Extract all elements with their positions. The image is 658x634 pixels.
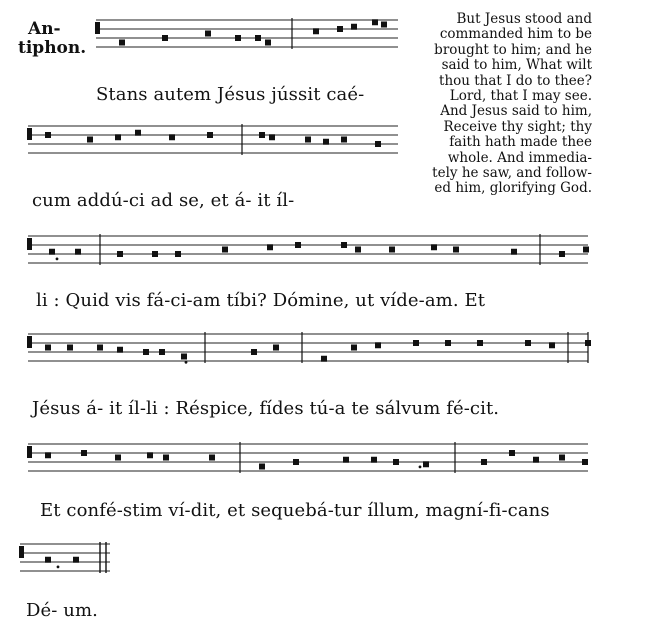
neume-note — [355, 247, 361, 253]
clef-icon — [19, 546, 24, 558]
neume-note — [549, 342, 555, 348]
neume-note — [209, 455, 215, 461]
neume-note — [45, 452, 51, 458]
neume-note — [269, 134, 275, 140]
neume-note — [181, 354, 187, 360]
lyric-line-3: li : Quid vis fá-ci-am tíbi? Dómine, ut víde-am. Et — [36, 290, 486, 311]
neume-note — [222, 247, 228, 253]
neume-note — [169, 134, 175, 140]
clef-icon — [27, 238, 32, 250]
clef-icon — [27, 128, 32, 140]
neume-note — [337, 26, 343, 32]
clef-icon — [27, 446, 32, 458]
neume-note — [75, 249, 81, 255]
neume-note — [509, 450, 515, 456]
neume-note — [583, 247, 589, 253]
neume-note — [115, 134, 121, 140]
translation-line: commanded him to be — [439, 26, 592, 43]
neume-note — [559, 251, 565, 257]
translation-line: ed him, glorifying God. — [434, 180, 592, 197]
neume-note — [431, 244, 437, 250]
neume-note — [423, 461, 429, 467]
neume-note — [393, 459, 399, 465]
neume-note — [45, 132, 51, 138]
neume-note — [445, 340, 451, 346]
antiphon-label-line2: tiphon. — [18, 38, 87, 58]
neume-note — [115, 455, 121, 461]
neume-note — [119, 40, 125, 46]
translation-line: whole. And immedia- — [447, 149, 592, 166]
neume-note — [341, 137, 347, 143]
neume-note — [152, 251, 158, 257]
lyric-line-4: Jésus á- it íl-li : Réspice, fídes tú-a te sálvum fé-cit. — [32, 398, 500, 419]
neume-note — [81, 450, 87, 456]
translation-line: thou that I do to thee? — [439, 72, 592, 89]
neume-note — [582, 459, 588, 465]
translation-line: tely he saw, and follow- — [432, 165, 592, 182]
neume-note — [143, 349, 149, 355]
translation-line: brought to him; and he — [434, 41, 592, 58]
neume-note — [477, 340, 483, 346]
neume-note — [559, 455, 565, 461]
neume-note — [372, 19, 378, 25]
lyric-line-5: Et confé-stim ví-dit, et sequebá-tur íllum, magní-fi-cans — [40, 500, 550, 521]
mora-dot — [56, 258, 59, 261]
neume-note — [375, 342, 381, 348]
neume-note — [163, 455, 169, 461]
neume-note — [147, 452, 153, 458]
mora-dot — [185, 361, 188, 364]
neume-note — [525, 340, 531, 346]
neume-note — [67, 345, 73, 351]
neume-note — [207, 132, 213, 138]
neume-note — [375, 141, 381, 147]
lyric-line-6: Dé- um. — [26, 600, 98, 621]
neume-note — [49, 249, 55, 255]
neume-note — [321, 356, 327, 362]
neume-note — [381, 22, 387, 28]
neume-note — [259, 132, 265, 138]
neume-note — [235, 35, 241, 41]
neume-note — [162, 35, 168, 41]
neume-note — [175, 251, 181, 257]
neume-note — [205, 31, 211, 37]
neume-note — [511, 249, 517, 255]
lyric-line-2: cum addú-ci ad se, et á- it íl- — [32, 190, 295, 211]
neume-note — [453, 247, 459, 253]
translation-line: Lord, that I may see. — [449, 88, 592, 105]
neume-note — [371, 457, 377, 463]
neume-note — [251, 349, 257, 355]
translation-line: And Jesus said to him, — [440, 103, 592, 120]
neume-note — [45, 557, 51, 563]
neume-note — [117, 251, 123, 257]
neume-note — [389, 247, 395, 253]
neume-note — [135, 130, 141, 136]
neume-note — [341, 242, 347, 248]
neume-note — [323, 139, 329, 145]
neume-note — [45, 345, 51, 351]
clef-icon — [27, 336, 32, 348]
translation-line: But Jesus stood and — [456, 11, 592, 27]
neume-note — [481, 459, 487, 465]
neume-note — [97, 345, 103, 351]
neume-note — [265, 40, 271, 46]
neume-note — [259, 464, 265, 470]
neume-note — [73, 557, 79, 563]
neume-note — [87, 137, 93, 143]
neume-note — [305, 137, 311, 143]
neume-note — [351, 345, 357, 351]
neume-note — [273, 345, 279, 351]
mora-dot — [57, 566, 60, 569]
neume-note — [117, 347, 123, 353]
mora-dot — [419, 466, 422, 469]
neume-note — [295, 242, 301, 248]
lyric-line-1: Stans autem Jésus jússit caé- — [96, 84, 365, 105]
neume-note — [159, 349, 165, 355]
neume-note — [413, 340, 419, 346]
neume-note — [533, 457, 539, 463]
neume-note — [255, 35, 261, 41]
antiphon-label-line1: An- — [28, 19, 61, 39]
neume-note — [267, 244, 273, 250]
neume-note — [293, 459, 299, 465]
translation-line: said to him, What wilt — [441, 57, 592, 74]
translation-line: Receive thy sight; thy — [443, 118, 592, 135]
neume-note — [585, 340, 591, 346]
neume-note — [313, 28, 319, 34]
clef-icon — [95, 22, 100, 34]
neume-note — [343, 457, 349, 463]
translation-line: faith hath made thee — [449, 134, 592, 151]
neume-note — [351, 24, 357, 30]
